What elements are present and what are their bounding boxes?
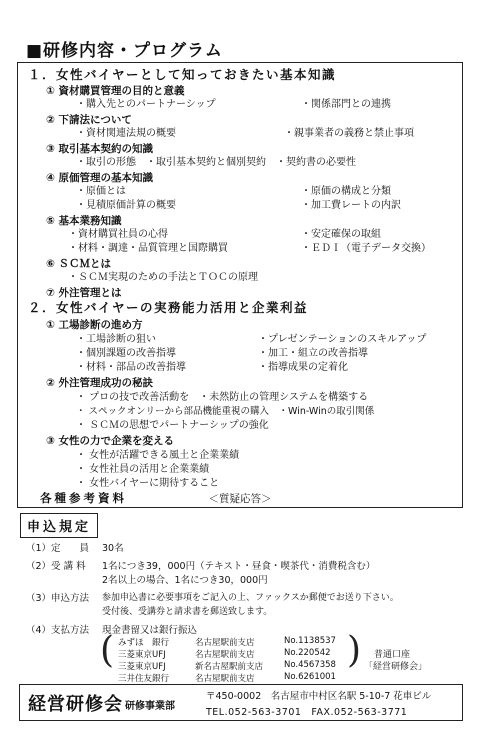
item: ・ 女性が活躍できる風土と企業業績 [76,450,240,461]
topic-2-1: ① 工場診断の進め方 [46,319,143,331]
item: ・ＳＣＭ実現のための手法とＴＯＣの原理 [68,272,258,283]
item: ・ＥＤＩ（電子データ交換） [301,243,431,254]
bracket-left: ( [100,630,115,671]
dept-name: 研修事業部 [125,701,175,712]
method-line-2: 受付後、受講券と請求書を郵送致します。 [102,607,273,617]
item: ・ ＳＣＭの思想でパートナーシップの強化 [76,420,269,431]
item: ・ プロの技で改善活動を ・未然防止の管理システムを構築する [76,392,369,403]
item: ・工場診断の狙い [76,334,156,345]
item: ・資材購買社員の心得 [68,229,168,240]
item: ・ 女性バイヤーに期待すること [76,478,220,489]
item: ・個別課題の改善指導 [76,348,176,359]
org-name: 経営研修会 [28,694,123,715]
item: ・見積原価計算の概要 [76,200,176,211]
tel-fax: TEL.052-563-3701 FAX.052-563-3771 [206,707,408,718]
bank-name: みずほ 銀行 [118,638,170,648]
item: ・安定確保の取組 [301,229,381,240]
account-type: 普通口座 [374,650,411,660]
qa-label: ＜質疑応答＞ [208,493,272,505]
topic-2-3: ③ 女性の力で企業を変える [46,435,175,447]
bank-name: 三井住友銀行 [118,674,170,684]
bank-account: No.6261001 [284,672,336,682]
capacity-label: （1）定 員 [26,543,90,554]
item: ・原価の構成と分類 [301,186,391,197]
payment-label: （4）支払方法 [26,625,90,636]
part1-title: １．女性バイヤーとして知っておきたい基本知識 [28,67,337,82]
application-title: 申込規定 [20,513,98,538]
fee-line-1: 1名につき39，000円（テキスト・昼食・喫茶代・消費税含む） [102,561,376,572]
method-line-1: 参加申込書に必要事項をご記入の上、ファックスか郵便でお送り下さい。 [102,593,399,603]
bank-account: No.1138537 [284,636,336,646]
item: ・ スペックオンリーから部品機能重視の購入 ・Win-Winの取引関係 [76,406,375,417]
section-title: ■研修内容・プログラム [26,41,223,61]
footer-box [19,684,463,721]
item: ・プレゼンテーションのスキルアップ [258,334,427,345]
bank-account: No.4567358 [284,660,336,670]
topic-1-1: ① 資材購買管理の目的と意義 [46,85,185,97]
bank-name: 三菱東京UFJ [118,662,166,672]
capacity-value: 30名 [102,543,124,554]
item: ・資材関連法規の概要 [76,128,176,139]
topic-1-7: ⑦ 外注管理とは [46,287,122,299]
item: ・材料・部品の改善指導 [76,362,186,373]
bank-account: No.220542 [284,648,331,658]
item: ・材料・調達・品質管理と国際購買 [68,243,228,254]
part2-title: ２．女性バイヤーの実務能力活用と企業利益 [28,300,309,315]
method-label: （3）申込方法 [26,593,90,604]
topic-2-2: ② 外注管理成功の秘訣 [46,377,154,389]
topic-1-6: ⑥ ＳＣＭとは [46,258,112,270]
item: ・関係部門との連携 [301,99,391,110]
bank-name: 三菱東京UFJ [118,650,166,660]
topic-1-2: ② 下請法について [46,114,132,126]
bracket-right: ) [347,630,362,671]
item: ・取引の形態 ・取引基本契約と個別契約 ・契約書の必要性 [76,157,356,168]
topic-1-4: ④ 原価管理の基本知識 [46,172,154,184]
program-box [17,62,463,508]
references: 各種参考資料 [40,491,127,505]
account-holder: 「経営研修会」 [364,662,428,672]
item: ・購入先とのパートナーシップ [76,99,216,110]
bank-branch: 新名古屋駅前支店 [195,662,264,672]
item: ・ 女性社員の活用と企業業績 [76,464,210,475]
fee-line-2: 2名以上の場合、1名につき30，000円 [102,575,268,586]
payment-line-1: 現金書留又は銀行振込 [102,625,198,636]
topic-1-3: ③ 取引基本契約の知識 [46,143,154,155]
item: ・加工・組立の改善指導 [258,348,368,359]
bank-branch: 名古屋駅前支店 [195,674,255,684]
item: ・加工費レートの内訳 [301,200,401,211]
address: 〒450-0002 名古屋市中村区名駅 5-10-7 花車ビル [206,691,432,702]
bank-branch: 名古屋駅前支店 [195,650,255,660]
topic-1-5: ⑤ 基本業務知識 [46,215,122,227]
bank-branch: 名古屋駅前支店 [195,638,255,648]
item: ・指導成果の定着化 [258,362,348,373]
item: ・親事業者の義務と禁止事項 [284,128,414,139]
item: ・原価とは [76,186,126,197]
fee-label: （2）受 講 料 [26,561,86,572]
